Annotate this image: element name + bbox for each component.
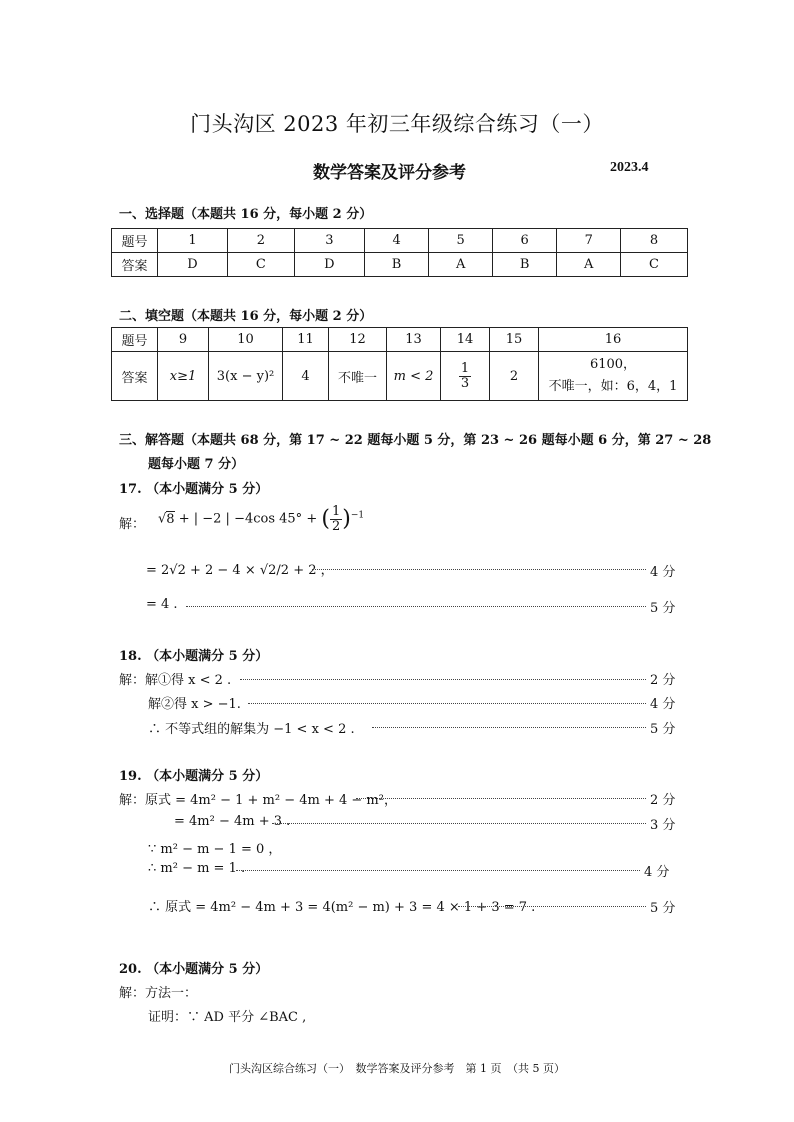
leader-dots — [236, 870, 640, 871]
radicand: 8 — [166, 511, 175, 527]
document-subtitle: 数学答案及评分参考 — [313, 163, 466, 183]
table-row — [112, 253, 688, 277]
question-number: 8 — [620, 229, 687, 253]
score-mark: 4 分 — [650, 697, 676, 712]
score-mark: 5 分 — [650, 901, 676, 916]
question-number: 6 — [492, 229, 557, 253]
leader-dots — [458, 906, 646, 907]
answer-cell: 4 — [283, 352, 329, 401]
document-title: 门头沟区 2023 年初三年级综合练习（一） — [190, 112, 604, 136]
answer-10: 3(x − y)² — [216, 368, 275, 384]
section3-heading: 三、解答题（本题共 68 分，第 17 ~ 22 题每小题 5 分，第 23 ~ 26 题每小题 6 分，第 27 ~ 28 — [119, 433, 712, 448]
q20-line2: 证明：∵ AD 平分 ∠BAC , — [148, 1010, 307, 1025]
q17-expression — [158, 505, 364, 533]
answer-cell — [441, 352, 490, 401]
question-number: 14 — [441, 328, 490, 352]
answer-cell: 不唯一 — [329, 352, 387, 401]
question-number: 2 — [227, 229, 294, 253]
answer-cell: B — [364, 253, 429, 277]
answer-16-line2: 不唯一，如：6，4，1 — [548, 379, 678, 394]
leader-dots — [372, 727, 646, 728]
answer-9: x≥1 — [169, 368, 197, 384]
q20-heading: 20. （本小题满分 5 分） — [119, 962, 269, 977]
question-number: 13 — [387, 328, 441, 352]
leader-dots — [272, 823, 646, 824]
question-number: 1 — [158, 229, 228, 253]
answer-16-line1: 6100， — [589, 357, 637, 372]
answer-cell: A — [557, 253, 621, 277]
row-label: 答案 — [112, 352, 158, 401]
question-number: 12 — [329, 328, 387, 352]
leader-dots — [248, 703, 646, 704]
q19-heading: 19. （本小题满分 5 分） — [119, 769, 269, 784]
question-number: 7 — [557, 229, 621, 253]
choice-answer-table — [111, 228, 688, 277]
q19-line4: ∴ m² − m = 1 . — [148, 861, 246, 876]
q18-heading: 18. （本小题满分 5 分） — [119, 649, 269, 664]
fraction-denominator: 2 — [331, 518, 341, 534]
q17-step2: = 4 . — [146, 597, 178, 612]
question-number: 3 — [294, 229, 364, 253]
score-mark: 5 分 — [650, 601, 676, 616]
table-row — [112, 328, 688, 352]
q19-line5: ∴ 原式 = 4m² − 4m + 3 = 4(m² − m) + 3 = 4 × 1 + 3 = 7 . — [148, 900, 536, 915]
answer-cell — [209, 352, 283, 401]
answer-cell — [539, 352, 688, 401]
leader-dots — [240, 679, 646, 680]
q19-line2: = 4m² − 4m + 3 . — [174, 814, 291, 829]
page-footer: 门头沟区综合练习（一） 数学答案及评分参考 第 1 页 （共 5 页） — [229, 1062, 565, 1075]
score-mark: 2 分 — [650, 673, 676, 688]
answer-cell: D — [294, 253, 364, 277]
q19-line3: ∵ m² − m − 1 = 0 ， — [148, 842, 282, 857]
fraction-denominator: 3 — [460, 375, 470, 391]
score-mark: 4 分 — [650, 565, 676, 580]
question-number: 4 — [364, 229, 429, 253]
answer-cell — [158, 352, 209, 401]
right-paren: ) — [342, 506, 351, 532]
row-label: 题号 — [112, 328, 158, 352]
row-label: 题号 — [112, 229, 158, 253]
document-date: 2023.4 — [610, 160, 649, 175]
question-number: 5 — [429, 229, 493, 253]
section2-heading: 二、填空题（本题共 16 分，每小题 2 分） — [119, 309, 373, 324]
score-mark: 4 分 — [644, 865, 670, 880]
answer-cell: D — [158, 253, 228, 277]
question-number: 10 — [209, 328, 283, 352]
q18-line2: 解②得 x > −1. — [148, 697, 241, 712]
fraction-numerator: 1 — [460, 360, 470, 376]
section3-heading-cont: 题每小题 7 分） — [148, 457, 245, 472]
leader-dots — [186, 606, 646, 607]
q18-line1: 解：解①得 x < 2 . — [119, 673, 232, 688]
sqrt-icon: √ — [158, 511, 167, 527]
q17-step1: = 2√2 + 2 − 4 × √2/2 + 2 ， — [146, 563, 334, 578]
answer-cell — [387, 352, 441, 401]
score-mark: 3 分 — [650, 818, 676, 833]
answer-13: m < 2 — [393, 368, 434, 384]
question-number: 11 — [283, 328, 329, 352]
answer-cell: C — [227, 253, 294, 277]
exponent: −1 — [350, 510, 365, 521]
answer-cell: 2 — [490, 352, 539, 401]
leader-dots — [312, 569, 646, 570]
question-number: 9 — [158, 328, 209, 352]
q18-line3: ∴ 不等式组的解集为 −1 < x < 2 . — [148, 722, 355, 737]
q20-line1: 解：方法一： — [119, 986, 198, 1001]
question-number: 16 — [539, 328, 688, 352]
section1-heading: 一、选择题（本题共 16 分，每小题 2 分） — [119, 207, 373, 222]
answer-cell: A — [429, 253, 493, 277]
answer-cell: B — [492, 253, 557, 277]
fill-answer-table — [111, 327, 688, 401]
answer-14-fraction — [459, 362, 471, 390]
table-row — [112, 229, 688, 253]
answer-cell: C — [620, 253, 687, 277]
table-row — [112, 352, 688, 401]
leader-dots — [356, 798, 646, 799]
q17-solve-label: 解： — [119, 517, 146, 532]
q17-expr-mid: + | −2 | −4cos 45° + — [178, 511, 318, 527]
q17-heading: 17. （本小题满分 5 分） — [119, 482, 269, 497]
score-mark: 2 分 — [650, 793, 676, 808]
left-paren: ( — [321, 506, 330, 532]
row-label: 答案 — [112, 253, 158, 277]
half-fraction — [330, 505, 342, 533]
fraction-numerator: 1 — [331, 504, 341, 519]
question-number: 15 — [490, 328, 539, 352]
score-mark: 5 分 — [650, 722, 676, 737]
q19-line1: 解：原式 = 4m² − 1 + m² − 4m + 4 − m²， — [119, 793, 397, 808]
